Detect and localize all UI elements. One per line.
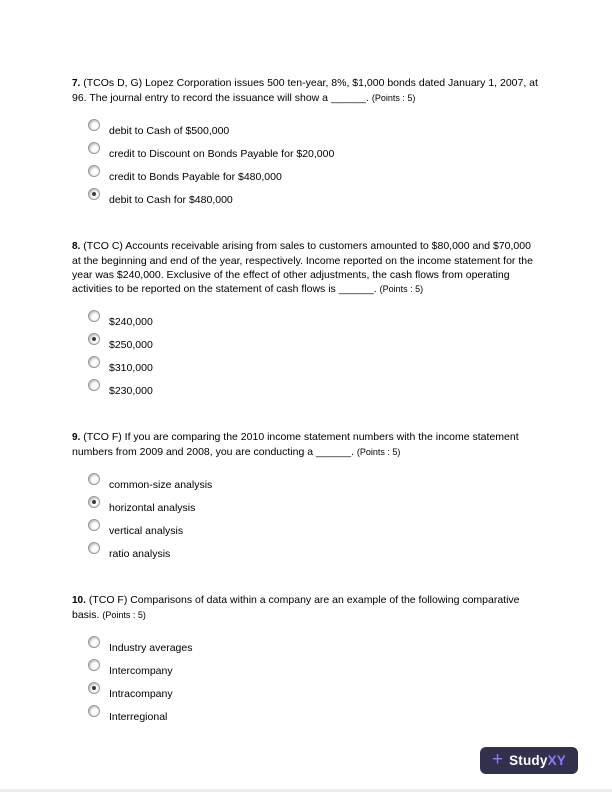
option-label: Intercompany: [109, 665, 173, 677]
option-label: debit to Cash for $480,000: [109, 194, 233, 206]
question-block: [72, 593, 540, 728]
answer-option[interactable]: [88, 519, 540, 542]
option-label: credit to Bonds Payable for $480,000: [109, 171, 282, 183]
answer-option[interactable]: [88, 356, 540, 379]
radio-button[interactable]: [88, 473, 100, 485]
question-block: [72, 239, 540, 402]
option-label: common-size analysis: [109, 479, 213, 491]
answer-option[interactable]: [88, 473, 540, 496]
answer-option[interactable]: [88, 333, 540, 356]
question-prompt: [72, 593, 540, 622]
radio-button[interactable]: [88, 682, 100, 694]
answer-option[interactable]: [88, 496, 540, 519]
radio-button[interactable]: [88, 705, 100, 717]
question-points: (Points : 5): [379, 284, 424, 294]
answer-option[interactable]: [88, 659, 540, 682]
question-prompt: [72, 430, 540, 459]
question-block: [72, 430, 540, 565]
question-text: (TCOs D, G) Lopez Corporation issues 500 ten-year, 8%, $1,000 bonds dated January 1, 2007, at 96. The journal entry to record the issuance will show a ______.: [72, 77, 538, 104]
question-number: 10.: [72, 595, 86, 606]
radio-button[interactable]: [88, 542, 100, 554]
option-label: horizontal analysis: [109, 502, 196, 514]
option-label: debit to Cash of $500,000: [109, 125, 230, 137]
radio-button[interactable]: [88, 379, 100, 391]
radio-button[interactable]: [88, 356, 100, 368]
question-number: 8.: [72, 241, 81, 252]
answer-option[interactable]: [88, 636, 540, 659]
radio-button[interactable]: [88, 188, 100, 200]
brand-name: [509, 753, 566, 768]
brand-name-xy: XY: [547, 753, 566, 768]
question-points: (Points : 5): [356, 447, 401, 457]
radio-button[interactable]: [88, 119, 100, 131]
radio-button[interactable]: [88, 636, 100, 648]
option-label: Interregional: [109, 711, 168, 723]
option-label: $250,000: [109, 339, 153, 351]
answer-option[interactable]: [88, 705, 540, 728]
answer-option[interactable]: [88, 310, 540, 333]
option-label: credit to Discount on Bonds Payable for $20,000: [109, 148, 335, 160]
question-block: [72, 76, 540, 211]
question-prompt: [72, 76, 540, 105]
radio-button[interactable]: [88, 165, 100, 177]
option-label: ratio analysis: [109, 548, 171, 560]
answer-option[interactable]: [88, 119, 540, 142]
option-label: $240,000: [109, 316, 153, 328]
studyxy-badge: [480, 747, 578, 774]
answer-option[interactable]: [88, 165, 540, 188]
question-points: (Points : 5): [102, 610, 146, 620]
options-list: [88, 636, 540, 728]
options-list: [88, 310, 540, 402]
option-label: Intracompany: [109, 688, 173, 700]
answer-option[interactable]: [88, 379, 540, 402]
radio-button[interactable]: [88, 659, 100, 671]
radio-button[interactable]: [88, 142, 100, 154]
answer-option[interactable]: [88, 542, 540, 565]
option-label: Industry averages: [109, 642, 193, 654]
option-label: $230,000: [109, 385, 153, 397]
option-label: vertical analysis: [109, 525, 184, 537]
questions-container: [72, 76, 540, 728]
options-list: [88, 119, 540, 211]
question-points: (Points : 5): [371, 93, 416, 103]
options-list: [88, 473, 540, 565]
question-text: (TCO F) If you are comparing the 2010 income statement numbers with the income statement numbers from 2009 and 2008, you are conducting a ______.: [72, 431, 519, 458]
radio-button[interactable]: [88, 310, 100, 322]
brand-name-study: Study: [509, 753, 548, 768]
question-text: (TCO F) Comparisons of data within a company are an example of the following comparative basis.: [72, 594, 520, 621]
question-number: 9.: [72, 432, 81, 443]
answer-option[interactable]: [88, 142, 540, 165]
question-number: 7.: [72, 78, 81, 89]
plus-icon: +: [491, 749, 504, 770]
radio-button[interactable]: [88, 519, 100, 531]
question-text: (TCO C) Accounts receivable arising from sales to customers amounted to $80,000 and $70,000 at the beginning and end of the year, respectively. Income reported on the income statement for the year was $240,000. Exclusive of the effect of other adjustments, the cash flows from operating activities to be reported on the statement of cash flows is ______.: [72, 240, 533, 295]
radio-button[interactable]: [88, 333, 100, 345]
question-prompt: [72, 239, 540, 296]
radio-button[interactable]: [88, 496, 100, 508]
answer-option[interactable]: [88, 682, 540, 705]
option-label: $310,000: [109, 362, 153, 374]
answer-option[interactable]: [88, 188, 540, 211]
